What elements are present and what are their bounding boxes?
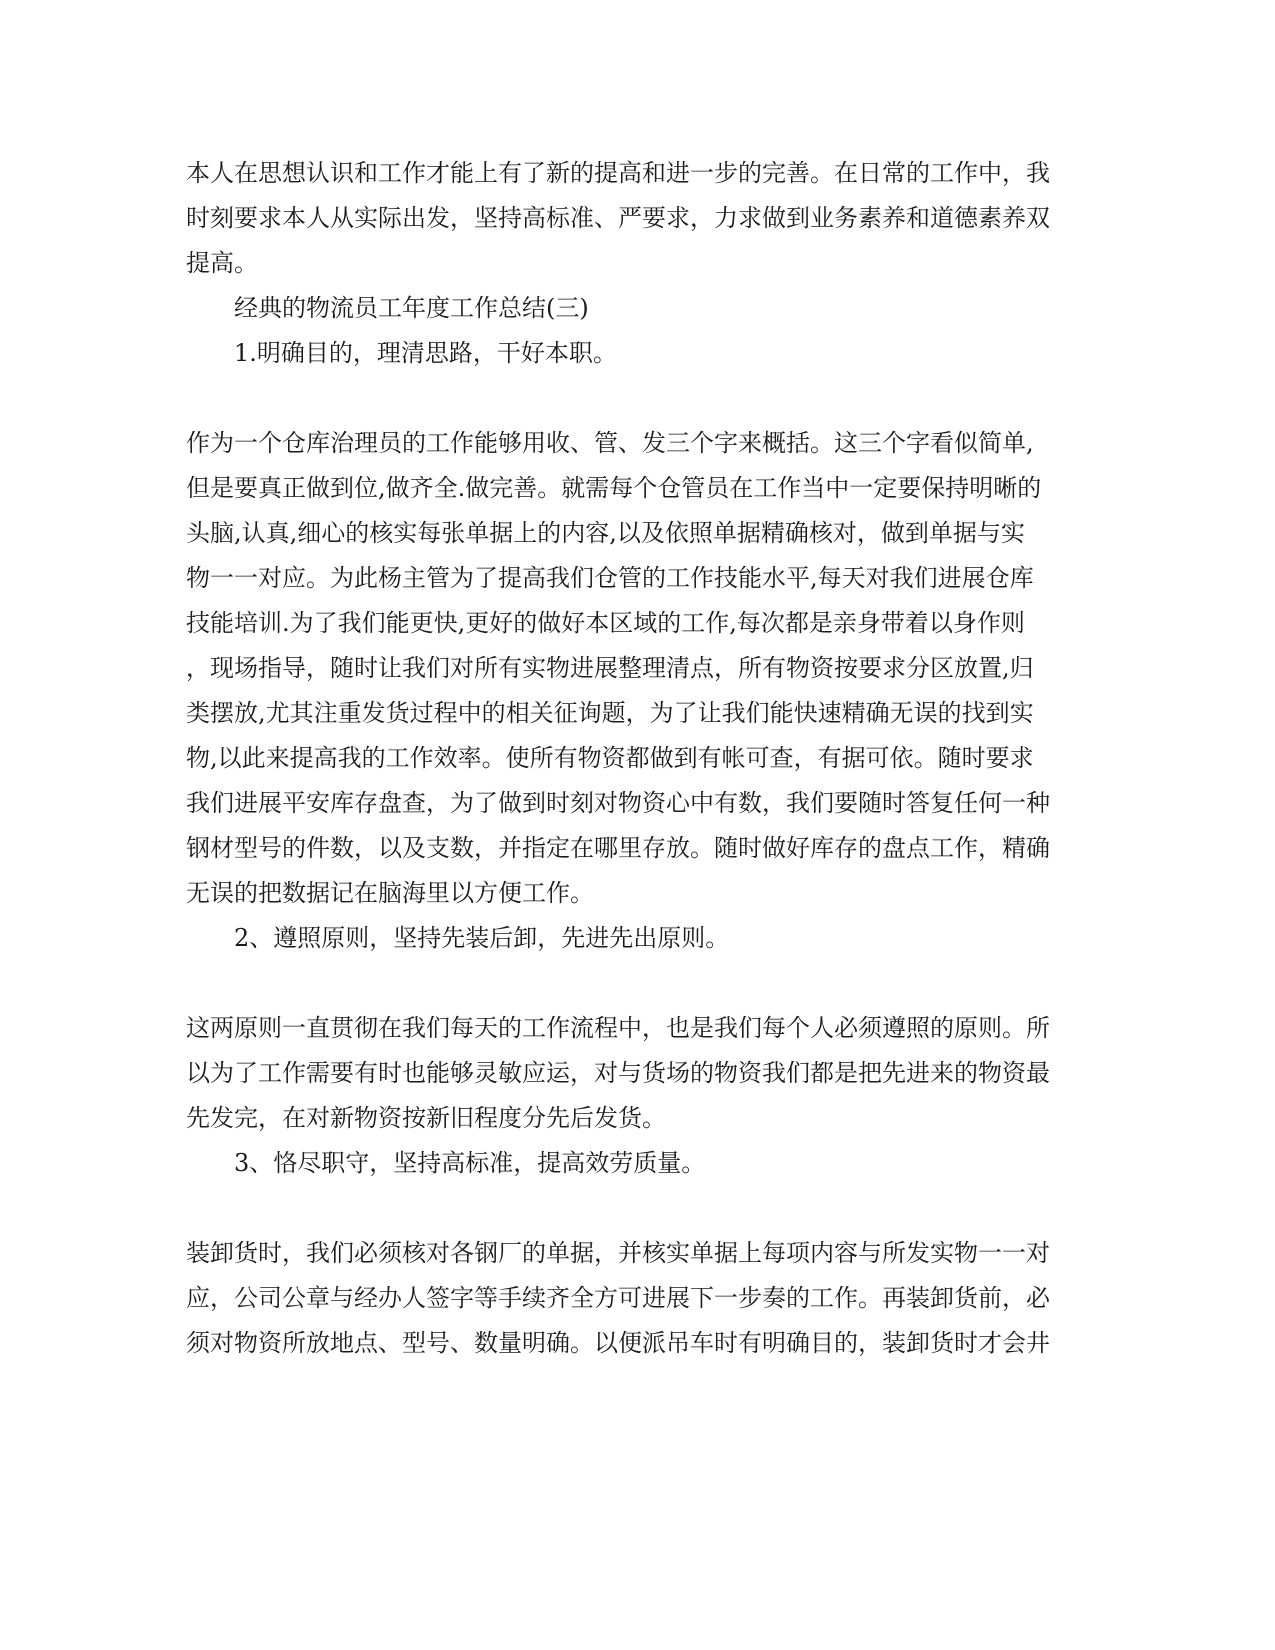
text-line: 无误的把数据记在脑海里以方便工作。 — [186, 879, 594, 907]
text-line: ，现场指导，随时让我们对所有实物进展整理清点，所有物资按要求分区放置,归 — [186, 654, 1034, 682]
text-line: 物一一对应。为此杨主管为了提高我们仓管的工作技能水平,每天对我们进展仓库 — [186, 564, 1034, 592]
text-line: 类摆放,尤其注重发货过程中的相关征询题，为了让我们能快速精确无误的找到实 — [186, 699, 1034, 727]
text-line: 装卸货时，我们必须核对各钢厂的单据，并核实单据上每项内容与所发实物一一对 — [186, 1239, 1050, 1267]
subheading: 2、遵照原则，坚持先装后卸，先进先出原则。 — [234, 924, 730, 952]
subheading: 1.明确目的，理清思路，干好本职。 — [234, 339, 617, 367]
text-line: 这两原则一直贯彻在我们每天的工作流程中，也是我们每个人必须遵照的原则。所 — [186, 1014, 1050, 1042]
text-line: 我们进展平安库存盘查，为了做到时刻对物资心中有数，我们要随时答复任何一种 — [186, 789, 1050, 817]
text-line: 但是要真正做到位,做齐全.做完善。就需每个仓管员在工作当中一定要保持明晰的 — [186, 474, 1042, 502]
section-title: 经典的物流员工年度工作总结(三) — [234, 294, 589, 322]
subheading: 3、恪尽职守，坚持高标准，提高效劳质量。 — [234, 1149, 706, 1177]
text-line: 以为了工作需要有时也能够灵敏应运，对与货场的物资我们都是把先进来的物资最 — [186, 1059, 1050, 1087]
text-line: 技能培训.为了我们能更快,更好的做好本区域的工作,每次都是亲身带着以身作则 — [186, 609, 1025, 637]
text-line: 本人在思想认识和工作才能上有了新的提高和进一步的完善。在日常的工作中，我 — [186, 159, 1050, 187]
text-line: 先发完，在对新物资按新旧程度分先后发货。 — [186, 1104, 666, 1132]
text-line: 钢材型号的件数，以及支数，并指定在哪里存放。随时做好库存的盘点工作，精确 — [186, 834, 1050, 862]
text-line: 时刻要求本人从实际出发，坚持高标准、严要求，力求做到业务素养和道德素养双 — [186, 204, 1050, 232]
text-line: 应，公司公章与经办人签字等手续齐全方可进展下一步奏的工作。再装卸货前，必 — [186, 1284, 1050, 1312]
text-line: 提高。 — [186, 249, 258, 277]
text-line: 头脑,认真,细心的核实每张单据上的内容,以及依照单据精确核对，做到单据与实 — [186, 519, 1025, 547]
text-line: 物,以此来提高我的工作效率。使所有物资都做到有帐可查，有据可依。随时要求 — [186, 744, 1034, 772]
text-line: 须对物资所放地点、型号、数量明确。以便派吊车时有明确目的，装卸货时才会井 — [186, 1329, 1050, 1357]
text-line: 作为一个仓库治理员的工作能够用收、管、发三个字来概括。这三个字看似简单, — [186, 429, 1034, 457]
